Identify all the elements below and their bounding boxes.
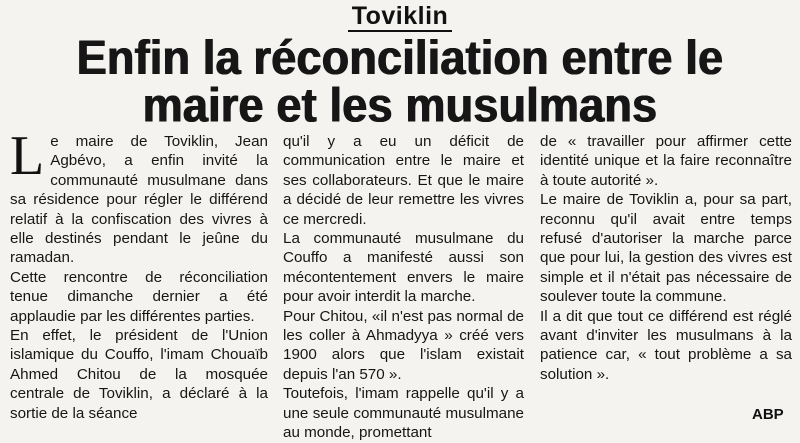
paragraph: de « travailler pour affirmer cette identité unique et la faire reconnaître à toute autorité ». [540, 133, 792, 189]
paragraph: La communauté musulmane du Couffo a manifesté aussi son mécontentement envers le maire pour avoir interdit la marche. [283, 230, 524, 306]
paragraph: Cette rencontre de réconciliation tenue dimanche dernier a été applaudie par les différentes parties. [10, 268, 268, 325]
section-kicker [0, 2, 800, 31]
drop-cap: L [10, 125, 45, 187]
paragraph: Il a dit que tout ce différend est réglé avant d'inviter les musulmans à la patience car, « tout problème a sa solution ». [540, 307, 792, 383]
paragraph: Le maire de Toviklin a, pour sa part, reconnu qu'il avait entre temps refusé d'autoriser la marche parce que pour lui, la gestion des vivres est simple et il n'était pas nécessaire de soulever toute la commune. [540, 191, 792, 306]
kicker-text: Toviklin [348, 2, 453, 32]
paragraph [10, 125, 268, 268]
paragraph-text: e maire de Toviklin, Jean Agbévo, a enfin invité la communauté musulmane dans sa résidence pour régler le différend relatif à la confiscation des vivres à elle destinés pendant le jeûne du ramadan. [10, 133, 268, 267]
headline [0, 29, 800, 133]
article-column-3 [540, 132, 792, 384]
headline-line-2: maire et les musulmans [142, 77, 658, 133]
paragraph: qu'il y a eu un déficit de communication entre le maire et ses collaborateurs. Et que le maire a décidé de leur remettre les vivres ce mercredi. [283, 133, 524, 228]
paragraph: Toutefois, l'imam rappelle qu'il y a une seule communauté musulmane au monde, promettant [283, 385, 524, 442]
byline-signature: ABP [752, 406, 784, 423]
article-column-2 [283, 132, 524, 443]
paragraph: En effet, le président de l'Union islamique du Couffo, l'imam Chouaïb Ahmed Chitou de la mosquée centrale de Toviklin, a déclaré à la sortie de la séance [10, 327, 268, 422]
paragraph: Pour Chitou, «il n'est pas normal de les coller à Ahmadyya » créé vers 1900 alors que l'islam existait depuis l'an 570 ». [283, 307, 524, 383]
article-column-1 [10, 125, 268, 423]
headline-line-1: Enfin la réconciliation entre le [76, 29, 724, 85]
